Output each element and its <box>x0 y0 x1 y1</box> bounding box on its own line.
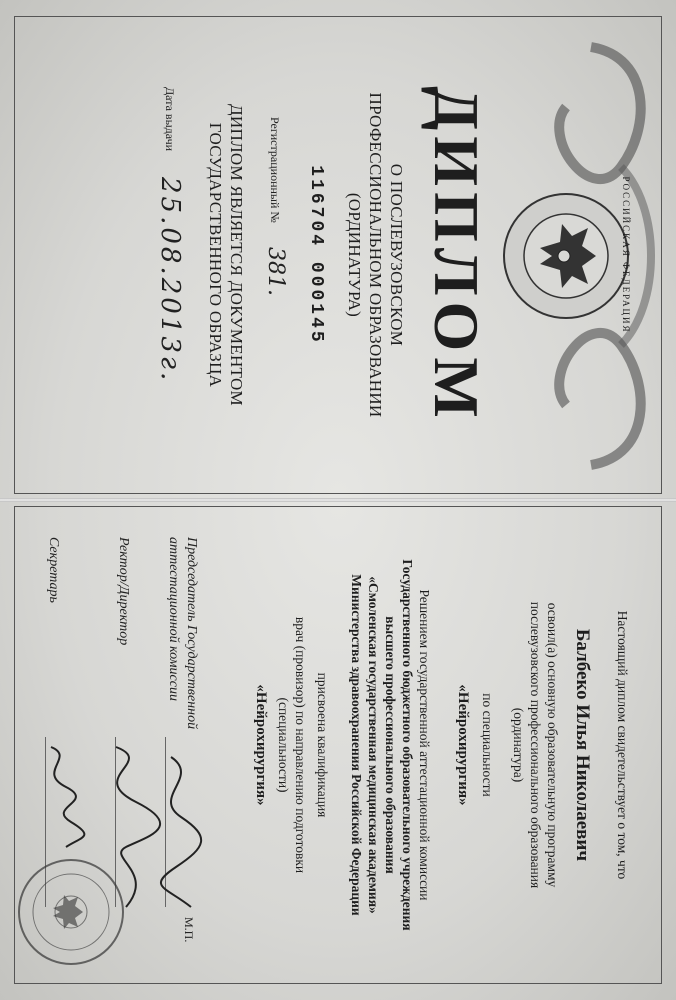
serial-number: 116704 000145 <box>306 165 326 345</box>
secretary-signature-icon <box>51 747 84 847</box>
page-fold <box>0 498 676 502</box>
intro-text: Настоящий диплом свидетельствует о том, что <box>615 610 630 880</box>
state-emblem-icon <box>13 17 661 495</box>
seal-place-label: М.П. <box>182 917 196 943</box>
mastered-line-1: освоил(а) основную образовательную программу <box>545 602 560 888</box>
institution-line-4: Министерства здравоохранения Российской Федерации <box>349 574 364 916</box>
chair-label-2: аттестационной комиссии <box>166 537 181 701</box>
diploma-right-page <box>14 506 662 984</box>
qualification-line-2: (специальности) <box>276 697 291 793</box>
signatures-and-seal <box>13 507 661 985</box>
issue-date-label: Дата выдачи <box>163 87 177 152</box>
specialty-value: «Нейрохирургия» <box>455 684 471 806</box>
decision-line: Решением государственной аттестационной комиссии <box>417 589 432 901</box>
chair-label-1: Председатель Государственной <box>184 537 199 730</box>
qualification-specialty: «Нейрохирургия» <box>253 684 269 806</box>
notice-line-2: ГОСУДАРСТВЕННОГО ОБРАЗЦА <box>206 122 225 388</box>
diploma-title: ДИПЛОМ <box>421 86 492 424</box>
notice-line-1: ДИПЛОМ ЯВЛЯЕТСЯ ДОКУМЕНТОМ <box>227 104 246 406</box>
by-specialty-label: по специальности <box>480 693 495 797</box>
subtitle-line-1: О ПОСЛЕВУЗОВСКОМ <box>387 163 406 347</box>
diploma-left-page <box>14 16 662 494</box>
registration-number: 381. <box>263 247 288 296</box>
eagle-shield <box>558 250 570 262</box>
official-seal-emblem <box>53 895 83 929</box>
assigned-label: присвоена квалификация <box>315 672 330 818</box>
mastered-line-3: (ординатура) <box>511 707 526 783</box>
institution-line-2: высшего профессионального образования <box>383 616 398 874</box>
registration-label: Регистрационный № <box>268 117 282 223</box>
subtitle-line-3: (ОРДИНАТУРА) <box>345 192 364 318</box>
secretary-label: Секретарь <box>46 537 61 603</box>
institution-line-1: Государственного бюджетного образовательного учреждения <box>400 559 415 931</box>
emblem-ribbon-text: РОССИЙСКАЯ ФЕДЕРАЦИЯ <box>621 176 631 334</box>
holder-name: Балбеко Илья Николаевич <box>572 628 593 862</box>
institution-line-3: «Смоленская государственная медицинская академия» <box>366 576 381 914</box>
rector-signature-icon <box>116 747 160 907</box>
rector-label: Ректор/Директор <box>116 537 131 646</box>
issue-date: 25.08.2013г. <box>155 177 185 384</box>
subtitle-line-2: ПРОФЕССИОНАЛЬНОМ ОБРАЗОВАНИИ <box>366 92 385 418</box>
qualification-line-1: врач (провизор) по направлению подготовки <box>293 616 308 874</box>
mastered-line-2: послевузовского профессионального образования <box>528 601 543 889</box>
chair-signature-icon <box>161 757 201 907</box>
